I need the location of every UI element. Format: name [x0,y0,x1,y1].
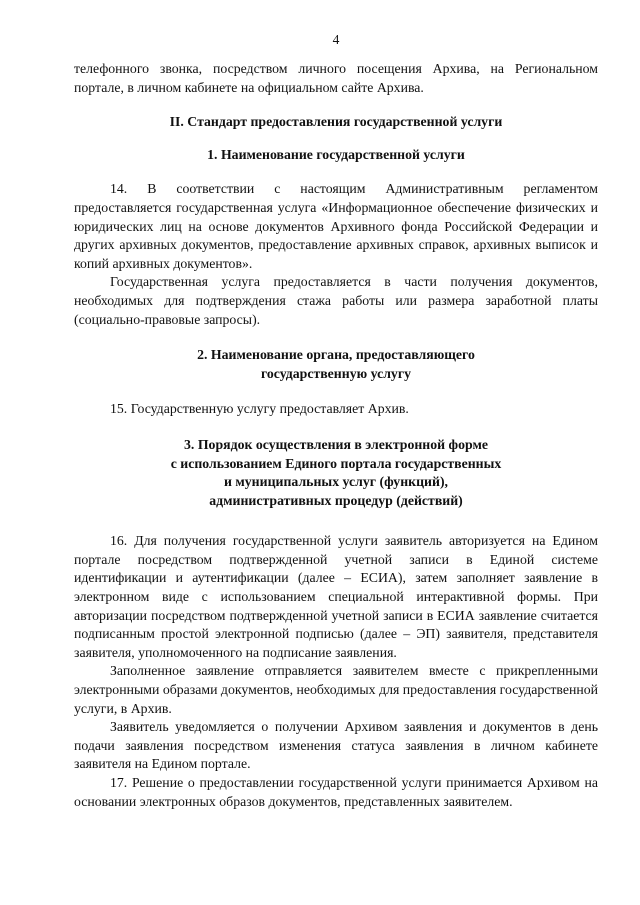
paragraph-14: 14. В соответствии с настоящим Административным регламентом предоставляется государственная услуга «Информационное обеспечение физических и юридических лиц на основе документов Архивного фонда Российской Федерации и других архивных документов, предоставление архивных справок, архивных выписок и копий архивных документов». [74,181,598,271]
page-number: 4 [332,32,340,47]
paragraph-16-notification: Заявитель уведомляется о получении Архивом заявления и документов в день подачи заявления посредством изменения статуса заявления в личном кабинете заявителя на Едином портале. [74,719,598,772]
paragraph-14-continued: Государственная услуга предоставляется в части получения документов, необходимых для подтверждения стажа работы или размера заработной платы (социально-правовые запросы). [74,274,598,327]
paragraph-17: 17. Решение о предоставлении государственной услуги принимается Архивом на основании электронных образов документов, представленных заявителем. [74,775,598,809]
subsection-3-title-line-4: административных процедур (действий) [209,492,463,508]
subsection-3-title-line-1: 3. Порядок осуществления в электронной форме [184,436,488,452]
subsection-3-title [74,436,598,510]
subsection-2-title-line-1: 2. Наименование органа, предоставляющего [197,347,475,363]
section-title: II. Стандарт предоставления государственной услуги [169,114,503,130]
subsection-3-title-line-2: с использованием Единого портала государственных [170,455,502,471]
subsection-2-title [74,346,598,383]
paragraph-16: 16. Для получения государственной услуги заявитель авторизуется на Едином портале посредством подтвержденной учетной записи в Единой системе идентификации и аутентификации (далее – ЕСИА), затем заполняет заявление в электронном виде с использованием специальной интерактивной формы. При авторизации посредством подтвержденной учетной записи в ЕСИА заявление считается подписанным простой электронной подписью (далее – ЭП) заявителя, представителя заявителя, уполномоченного на подписание заявления. [74,533,598,660]
paragraph-16-submission: Заполненное заявление отправляется заявителем вместе с прикрепленными электронными образами документов, необходимых для предоставления государственной услуги, в Архив. [74,663,598,716]
subsection-3-title-line-3: и муниципальных услуг (функций), [223,474,448,490]
subsection-2-title-line-2: государственную услугу [260,365,411,381]
paragraph-15: 15. Государственную услугу предоставляет Архив. [110,401,409,417]
subsection-1-title: 1. Наименование государственной услуги [207,146,465,162]
intro-paragraph: телефонного звонка, посредством личного посещения Архива, на Региональном портале, в личном кабинете на официальном сайте Архива. [74,61,598,95]
